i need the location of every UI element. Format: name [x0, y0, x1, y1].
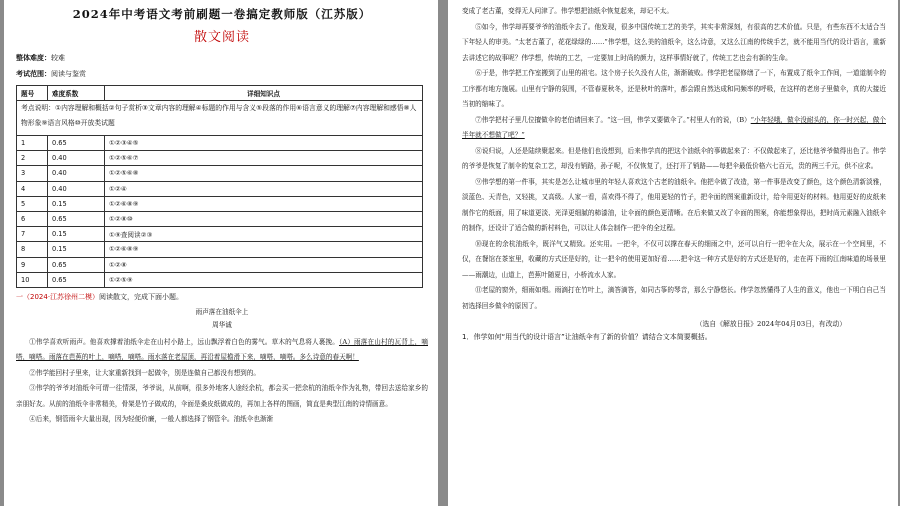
paragraph-text: ⑤如今，伟学却再要爷爷的油纸伞去了。他发现，很多中国传统工艺的美学，其实非常深刻，有很高的艺术价值。只是，有些东西不太适合当下年轻人的审美。“太老古董了，花花绿绿的……”伟学想，这么美的油纸伞，这么诗意，又这么江南的传统手艺，就不能用当代的设计语言，重新去讲述它的故事呢？伟学想，传统的工艺，一定要加上时尚的颜力，这样事情好就了，传统工艺也会有新的生命。	[462, 22, 886, 62]
row-number: 2	[17, 151, 48, 166]
row-knowledge-points: ①②④	[105, 181, 423, 196]
row-knowledge-points: ①②⑧⑩	[105, 211, 423, 226]
question-instruction: 一（2024·江苏徐州二模）阅读散文，完成下面小题。	[16, 292, 184, 301]
row-knowledge-points: ①⑨查阅读②③	[105, 227, 423, 242]
row-number: 7	[17, 227, 48, 242]
row-number: 6	[17, 211, 48, 226]
difficulty-line: 整体难度：较难	[16, 54, 65, 62]
row-number: 8	[17, 242, 48, 257]
table-row	[17, 242, 423, 257]
table-row	[17, 272, 423, 287]
paragraph-text: ①伟学喜欢听雨声。他喜欢撑着油纸伞走在山村小路上，远山飘浮着白色的雾气。草木的气息将人裹挽。	[29, 337, 339, 346]
header-question-no: 题号	[17, 86, 48, 101]
essay-paragraph	[462, 144, 886, 175]
row-coefficient: 0.65	[48, 211, 105, 226]
table-row	[17, 196, 423, 211]
table-header-row	[17, 86, 423, 101]
section-title: 散文阅读	[193, 30, 250, 45]
row-knowledge-points: ①②⑤⑨	[105, 272, 423, 287]
row-knowledge-points: ①②⑤⑥⑧	[105, 166, 423, 181]
row-knowledge-points: ①②⑥⑧⑨	[105, 196, 423, 211]
scope-line: 考试范围：阅读与鉴赏	[16, 70, 86, 78]
paragraph-text: ⑪老屋的窗外，细雨如烟。雨滴打在竹叶上，滴答滴答，如同古筝的琴音，那么宁静悠长。伟学忽然懂得了人生的意义，他也一下明白自己当初选择回乡做伞的原因了。	[462, 286, 886, 310]
table-row	[17, 166, 423, 181]
row-knowledge-points: ①②⑤⑥⑦	[105, 151, 423, 166]
table-row	[17, 181, 423, 196]
paragraph-text: ⑩现在的余杭油纸伞，既洋气又精致。还实用。一把伞，不仅可以撑在春天的细雨之中，还可以自行一把伞在大众，展示在一个空间里，不仅，在餐馆在茶室里，收藏的方式还是好的，让一把伞的使用更加好看……把伞这一种方式是好的方式还是好的，走在再下雨的江南味道的场景里——雨潮边，山道上，芭蕉叶随夏日，小桥流水人家。	[462, 239, 886, 279]
question-source: 一（2024·江苏徐州二模）	[16, 292, 100, 301]
row-knowledge-points: ①②⑧	[105, 257, 423, 272]
scope-description: 考点说明：①内容理解和概括②句子赏析③文章内容的理解④标题的作用与含义⑤段落的作用⑥语言意义的理解⑦内容理解和感悟⑧人物形象⑨语言风格⑩开放类试题	[17, 101, 423, 136]
row-number: 9	[17, 257, 48, 272]
table-row	[17, 136, 423, 151]
row-coefficient: 0.40	[48, 151, 105, 166]
row-coefficient: 0.40	[48, 166, 105, 181]
essay-author: 周华诚	[212, 320, 232, 329]
row-coefficient: 0.15	[48, 196, 105, 211]
row-coefficient: 0.65	[48, 272, 105, 287]
scope-row	[17, 101, 423, 136]
row-coefficient: 0.15	[48, 242, 105, 257]
row-number: 10	[17, 272, 48, 287]
essay-source: （选自《解放日报》2024年04月03日，有改动）	[695, 320, 846, 328]
row-coefficient: 0.40	[48, 181, 105, 196]
table-row	[17, 211, 423, 226]
essay-paragraph	[16, 381, 428, 412]
paragraph-text: ④后来，钢管雨伞大量出现，因为轻便价廉，一般人都选择了钢管伞。油纸伞也渐渐	[29, 415, 274, 424]
paragraph-text: 变成了老古董，变得无人问津了。伟学想把油纸伞恢复起来，却记不太。	[462, 7, 673, 15]
row-coefficient: 0.65	[48, 136, 105, 151]
essay-paragraph	[462, 4, 886, 20]
right-essay-body	[462, 4, 886, 314]
row-coefficient: 0.15	[48, 227, 105, 242]
header-knowledge: 详细知识点	[105, 86, 423, 101]
row-knowledge-points: ①②③④⑤	[105, 136, 423, 151]
paragraph-text: ③伟学的爷爷对油纸伞可谓一往情深，爷爷说，从前啊，很多外地客人途经余杭，都会买一把余杭的油纸伞作为礼物，带回去送给家乡的亲朋好友。从前的油纸伞非常精美，骨架是竹子做成的，伞面是桑皮纸做成的，再加上各样的图画，简直是典型江南的诗情画意。	[16, 384, 428, 408]
row-number: 5	[17, 196, 48, 211]
essay-paragraph	[16, 335, 428, 366]
essay-paragraph	[462, 237, 886, 284]
underlined-sentence: “小年轻哦，做伞没耐头的，你一时兴起，做个半年就不想做了吧？”	[462, 115, 886, 139]
question-1: 1．伟学如何“用当代的设计语言”让油纸伞有了新的价值？请结合文本简要概括。	[462, 333, 712, 341]
row-number: 4	[17, 181, 48, 196]
essay-title: 雨声落在油纸伞上	[195, 307, 249, 316]
left-essay-body	[16, 335, 428, 428]
essay-paragraph	[462, 175, 886, 237]
document-title: 2024年中考语文考前刷题一卷搞定教师版（江苏版）	[72, 7, 372, 21]
essay-paragraph	[462, 113, 886, 144]
right-page	[448, 0, 898, 506]
underlined-sentence: （A）雨落在山村的瓦背上，嘀嗒，嘀嗒。雨落在芭蕉的叶上，嘀嗒，嘀嗒。雨水落在老屋顶，再沿着屋檐滑下来，嘀嗒，嘀嗒。多么诗意的春天啊！	[16, 337, 428, 362]
knowledge-point-table	[16, 85, 423, 288]
left-page	[4, 0, 438, 506]
paragraph-text: ⑨伟学想的第一件事，其实是怎么让城市里的年轻人喜欢这个古老的油纸伞。他把伞做了改造，第一件事是改变了颜色，这个颜色清新淡雅，淡蓝色、天青色，又轻挑，又高级。人家一看，喜欢得不得了，他用更轻的竹子，把伞面的图案重新设计，给伞用更好的材料。他用更好的皮纸来制作它的纸面，用了味道更淡、光泽更细腻的柿漆油，让伞面的颜色更清晰。在后来做又改了伞面的图案，你能想象得出，把时尚元素融入油纸伞的制作，还设计了适合做的新村料色，可以让人体会制作一把伞的全过程。	[462, 177, 886, 232]
essay-paragraph	[16, 366, 428, 382]
paragraph-text: ②伟学能回村子里来，让大家重新找到一起做伞，别是连做自己都没有想到的。	[29, 368, 260, 377]
table-row	[17, 151, 423, 166]
row-number: 1	[17, 136, 48, 151]
paragraph-text: ⑥于是，伟学把工作室搬到了山里的祖宅。这个房子长久没有人住，渐渐破败。伟学把老屋修缮了一下，布置成了纸伞工作间，一道道制伞的工序都有地方施展。山里有宁静的氛围，不管春夏秋冬，还是秋叶的落叶，都会跟自然达成和同频率的呼吸，在这样的老房子里做伞，真的大接近当初的缩味了。	[462, 69, 886, 108]
header-difficulty: 难度系数	[48, 86, 105, 101]
essay-paragraph	[16, 412, 428, 428]
essay-paragraph	[462, 20, 886, 67]
table-row	[17, 227, 423, 242]
row-knowledge-points: ①②⑥⑧⑨	[105, 242, 423, 257]
paragraph-text: ⑧说归说，人还是陆续聚起来。但是他们也没想到，后来伟学真的把这个油纸伞的事做起来了：不仅做起来了，还比他爷爷做得出色了。伟学的爷爷是恢复了制伞的复杂工艺，却没有销路，孙子呢，不仅恢复了，还打开了销路——每把伞最低价格六七百元，贵的两三千元，供不应求。	[462, 146, 886, 170]
essay-paragraph	[462, 283, 886, 314]
table-row	[17, 257, 423, 272]
essay-paragraph	[462, 66, 886, 113]
row-number: 3	[17, 166, 48, 181]
row-coefficient: 0.65	[48, 257, 105, 272]
paragraph-text: ⑦伟学把村子里几位擅做伞的老伯请回来了。“这一回，伟学又要做伞了。”村里人有的说，（B）	[475, 115, 751, 124]
